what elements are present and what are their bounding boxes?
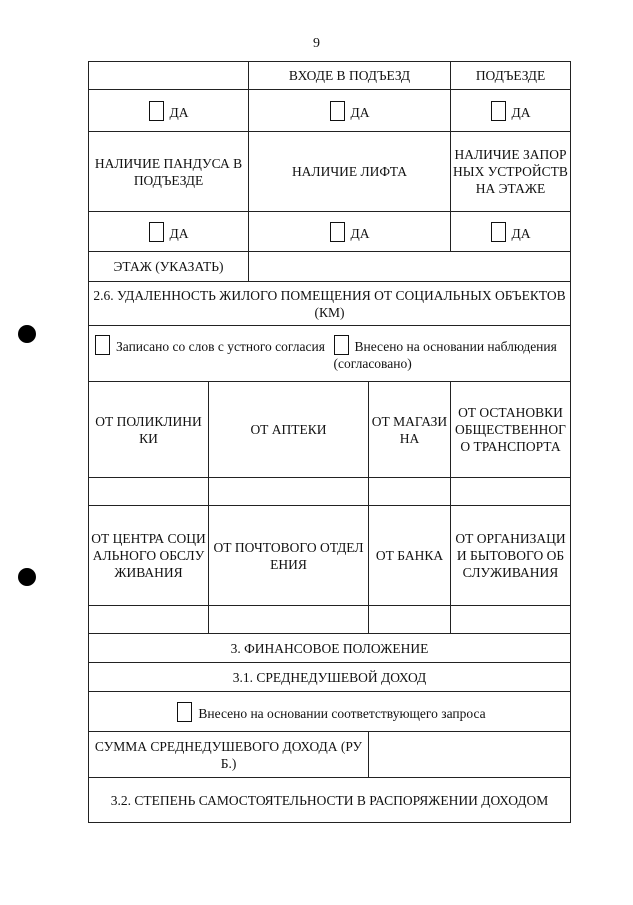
distance-value-cell[interactable] [89, 478, 209, 506]
yes-label: ДА [511, 104, 531, 120]
distance-label: ОТ МАГАЗИНА [369, 382, 451, 478]
distance-label: ОТ ПОЛИКЛИНИКИ [89, 382, 209, 478]
yes-label: ДА [511, 225, 531, 241]
section-3-1-title: 3.1. СРЕДНЕДУШЕВОЙ ДОХОД [89, 663, 571, 692]
source-options-cell [89, 326, 571, 382]
yes-label: ДА [350, 104, 370, 120]
section-2-6-title: 2.6. УДАЛЕННОСТЬ ЖИЛОГО ПОМЕЩЕНИЯ ОТ СОЦИАЛЬНЫХ ОБЪЕКТОВ (КМ) [89, 282, 571, 326]
ramp-yes-cell [89, 212, 249, 252]
option-verbal-label: Записано со слов с устного согласия [116, 339, 325, 354]
entrance-yes-cell-2 [249, 90, 451, 132]
distance-label: ОТ ПОЧТОВОГО ОТДЕЛЕНИЯ [209, 506, 369, 606]
checkbox[interactable] [177, 702, 192, 722]
distance-value-cell[interactable] [369, 606, 451, 634]
checkbox[interactable] [491, 101, 506, 121]
checkbox[interactable] [149, 101, 164, 121]
checkbox[interactable] [330, 222, 345, 242]
entrance-blank-cell [89, 62, 249, 90]
income-input-cell[interactable] [369, 732, 571, 778]
distance-value-cell[interactable] [89, 606, 209, 634]
distance-value-cell[interactable] [451, 478, 571, 506]
yes-label: ДА [169, 104, 189, 120]
option-observed-label: Внесено на основании наблюдения (согласовано) [333, 339, 557, 371]
section-3-2-title: 3.2. СТЕПЕНЬ САМОСТОЯТЕЛЬНОСТИ В РАСПОРЯЖЕНИИ ДОХОДОМ [89, 778, 571, 823]
request-option-label: Внесено на основании соответствующего запроса [198, 705, 486, 721]
distance-label: ОТ ОСТАНОВКИ ОБЩЕСТВЕННОГО ТРАНСПОРТА [451, 382, 571, 478]
distance-value-cell[interactable] [209, 478, 369, 506]
entry-label: ВХОДЕ В ПОДЪЕЗД [249, 62, 451, 90]
yes-label: ДА [350, 225, 370, 241]
punch-hole-top [18, 325, 36, 343]
entrance-yes-cell-3 [451, 90, 571, 132]
locks-yes-cell [451, 212, 571, 252]
distance-value-cell[interactable] [369, 478, 451, 506]
distance-label: ОТ ЦЕНТРА СОЦИАЛЬНОГО ОБСЛУЖИВАНИЯ [89, 506, 209, 606]
checkbox[interactable] [330, 101, 345, 121]
checkbox[interactable] [491, 222, 506, 242]
floor-input-cell[interactable] [249, 252, 571, 282]
stairwell-label: ПОДЪЕЗДЕ [451, 62, 571, 90]
floor-label: ЭТАЖ (УКАЗАТЬ) [89, 252, 249, 282]
checkbox[interactable] [95, 335, 110, 355]
option-observed [330, 335, 569, 372]
section-3-title: 3. ФИНАНСОВОЕ ПОЛОЖЕНИЕ [89, 634, 571, 663]
distance-value-cell[interactable] [209, 606, 369, 634]
punch-hole-bottom [18, 568, 36, 586]
page-number: 9 [313, 36, 320, 51]
distance-label: ОТ БАНКА [369, 506, 451, 606]
form-table [88, 61, 571, 823]
request-option-cell [89, 692, 571, 732]
distance-label: ОТ ОРГАНИЗАЦИИ БЫТОВОГО ОБСЛУЖИВАНИЯ [451, 506, 571, 606]
yes-label: ДА [169, 225, 189, 241]
ramp-label: НАЛИЧИЕ ПАНДУСА В ПОДЪЕЗДЕ [89, 132, 249, 212]
income-label: СУММА СРЕДНЕДУШЕВОГО ДОХОДА (РУБ.) [89, 732, 369, 778]
distance-label: ОТ АПТЕКИ [209, 382, 369, 478]
checkbox[interactable] [334, 335, 349, 355]
elevator-label: НАЛИЧИЕ ЛИФТА [249, 132, 451, 212]
checkbox[interactable] [149, 222, 164, 242]
option-verbal [91, 335, 330, 355]
locks-label: НАЛИЧИЕ ЗАПОРНЫХ УСТРОЙСТВ НА ЭТАЖЕ [451, 132, 571, 212]
entrance-yes-cell-1 [89, 90, 249, 132]
distance-value-cell[interactable] [451, 606, 571, 634]
elevator-yes-cell [249, 212, 451, 252]
